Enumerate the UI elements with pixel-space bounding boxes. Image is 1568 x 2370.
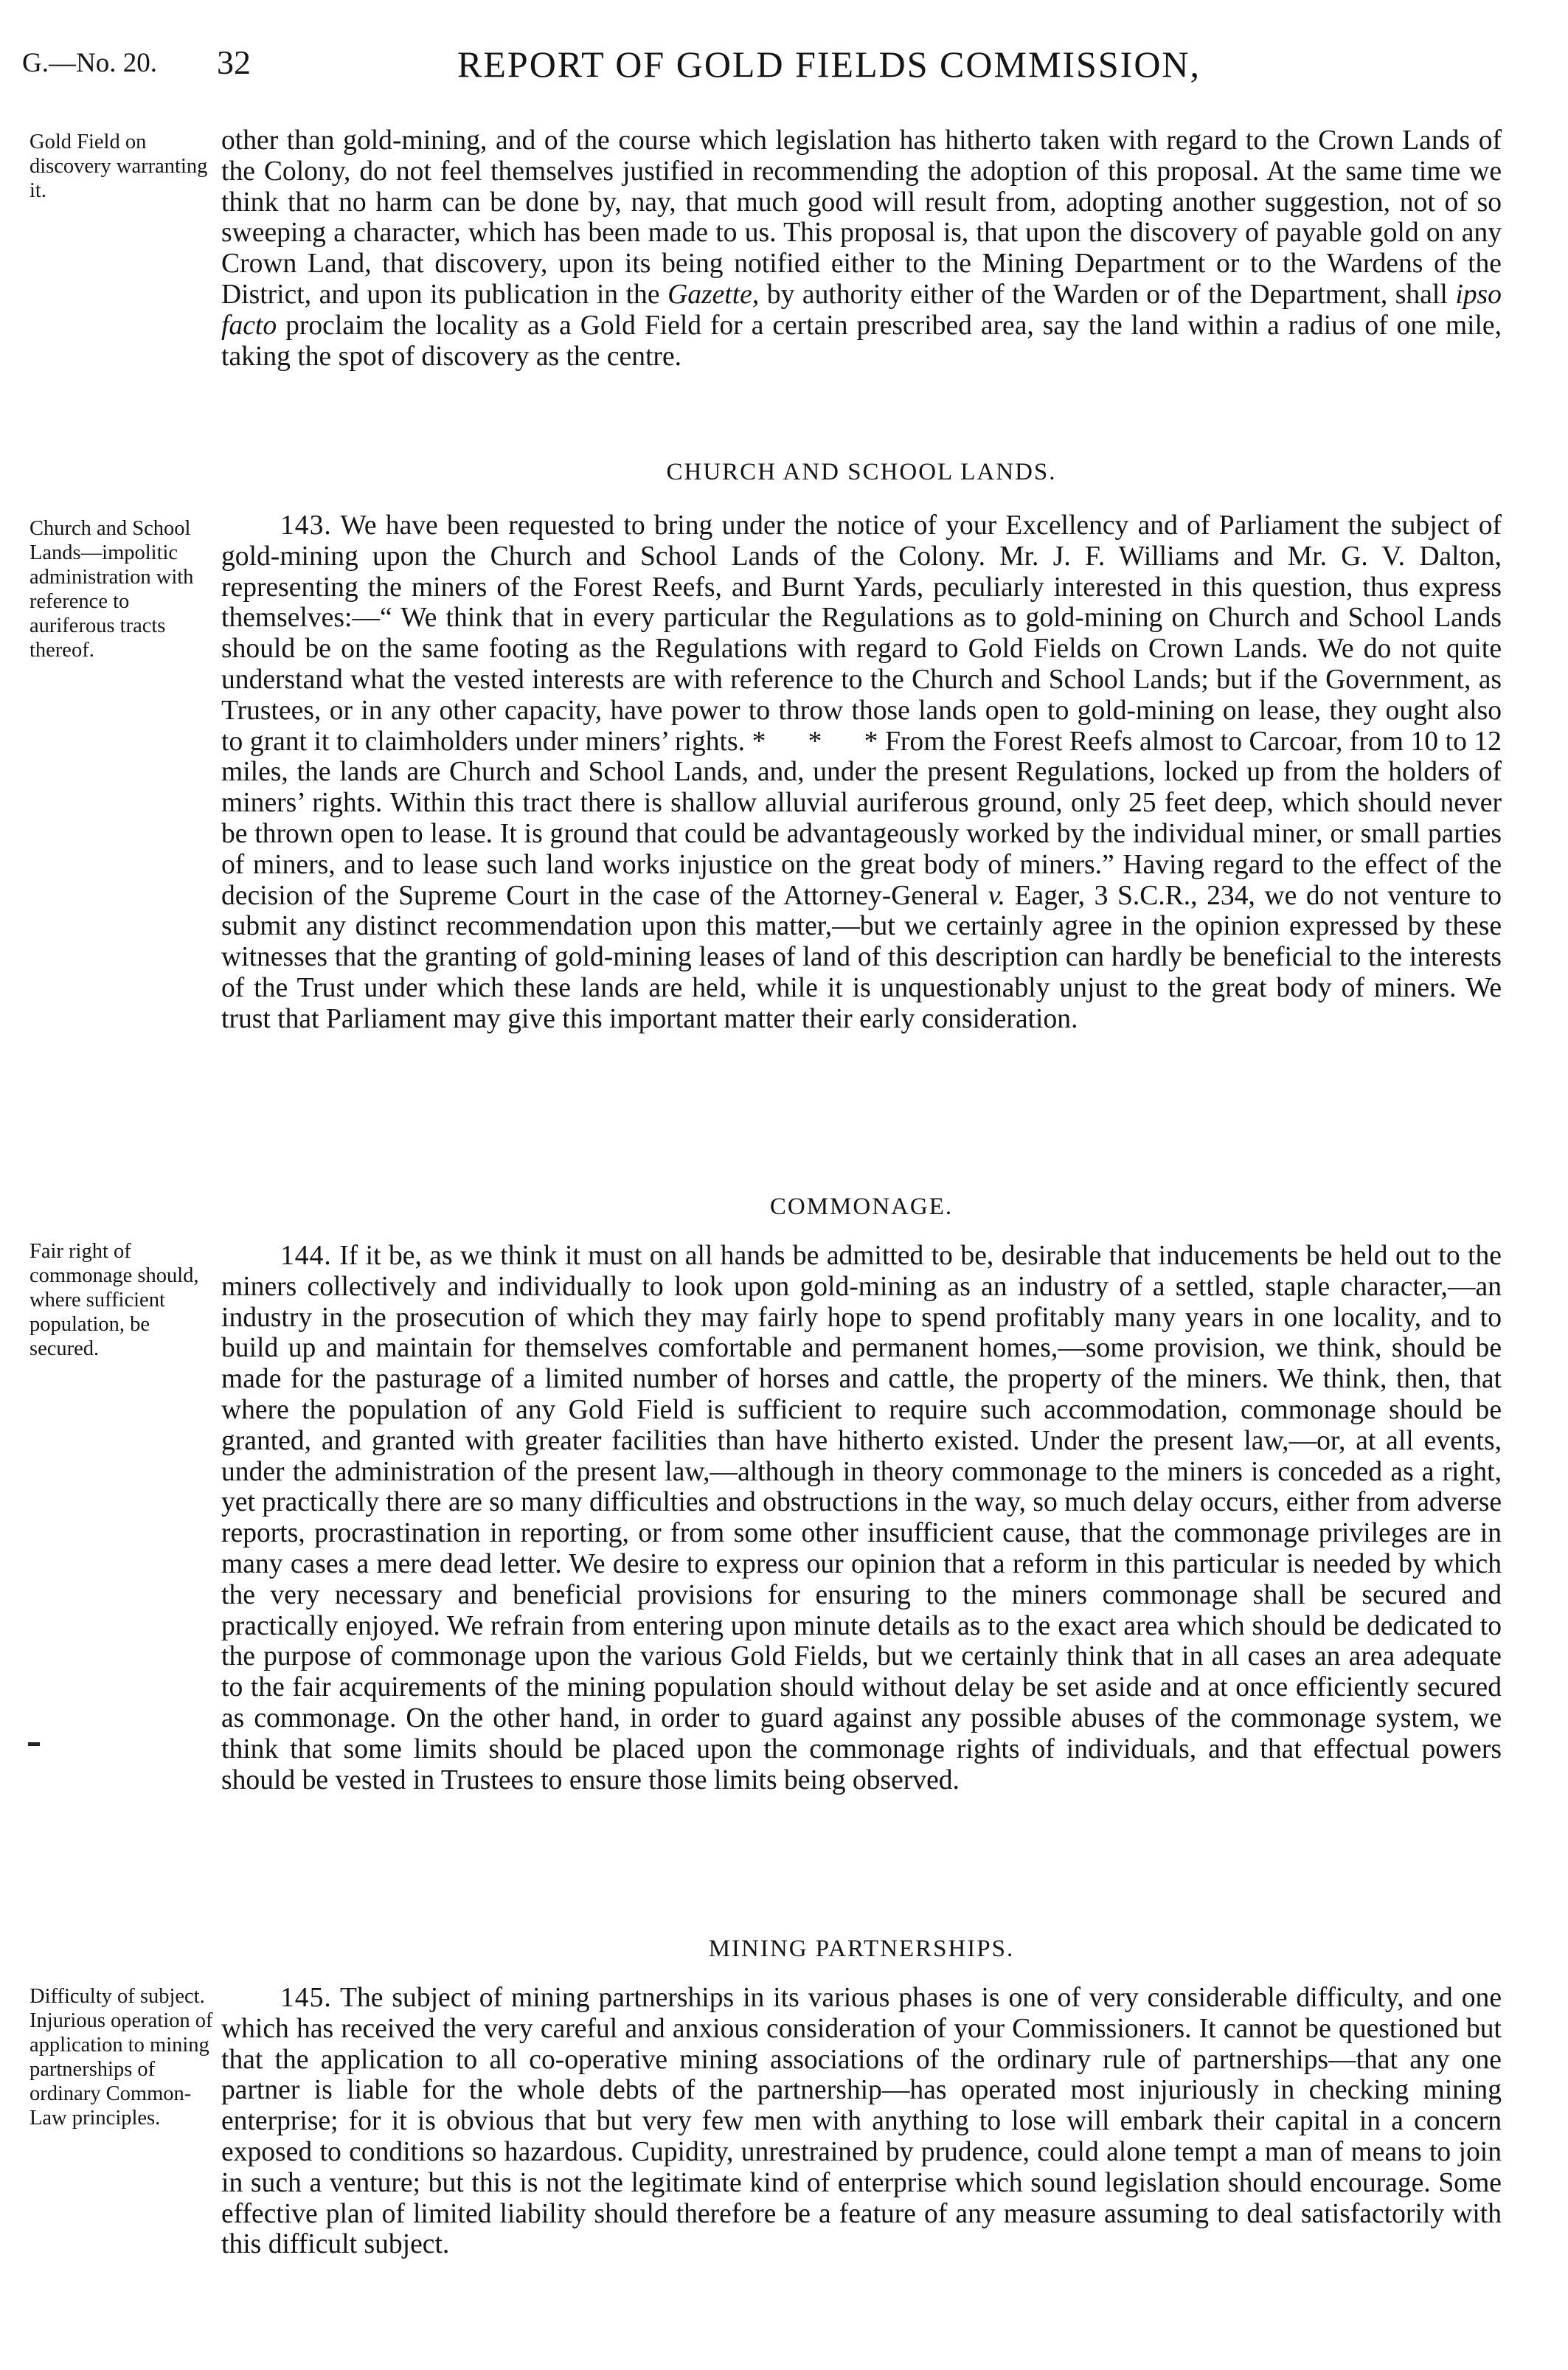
margin-note-church-lands: Church and School Lands—impolitic administration with reference to auriferous tracts thereof. — [30, 517, 194, 662]
paragraph-144-text: If it be, as we think it must on all hands be admitted to be, desirable that inducements be held out to the miners collectively and individually to look upon gold-mining as an industry of a settled, staple character,—an industry in the prosecution of which they may fairly hope to spend profitably many years in one locality, and to build up and maintain for themselves comfortable and permanent homes,—some provision, we think, should be made for the pasturage of a limited number of horses and cattle, the property of the miners. We think, then, that where the population of any Gold Field is sufficient to require such accommodation, commonage should be granted, and granted with greater facilities than have hitherto existed. Under the present law,—or, at all events, under the administration of the present law,—although in theory commonage to the miners is conceded as a right, yet practically there are so many difficulties and obstructions in the way, so much delay occurs, either from adverse reports, procrastination in reporting, or from some other insufficient cause, that the commonage privileges are in many cases a mere dead letter. We desire to express our opinion that a reform in this particular is needed by which the very necessary and beneficial provisions for ensuring to the miners commonage shall be secured and practically enjoyed. We refrain from entering upon minute details as to the exact area which should be dedicated to the purpose of commonage upon the various Gold Fields, but we certainly think that in all cases an area adequate to the fair acquirements of the mining population should without delay be set aside and at once efficiently secured as commonage. On the other hand, in order to guard against any possible abuses of the commonage system, we think that some limits should be placed upon the commonage rights of individuals, and that effectual powers should be vested in Trustees to ensure those limits being observed. — [221, 1241, 1502, 1795]
section-heading-partnerships: MINING PARTNERSHIPS. — [708, 1936, 1015, 1962]
paragraph-143-text-c: Eager, 3 S.C.R., 234, we do not venture to submit any distinct recommendation upon this matter,—but we certainly agree in the opinion expressed by these witnesses that the granting of gold-mining leases of land of this description can hardly be beneficial to the interests of the Trust under which these lands are held, while it is unquestionably unjust to the great body of miners. We trust that Parliament may give this important matter their early consideration. — [221, 880, 1502, 1034]
paragraph-143-text-a: We have been requested to bring under the notice of your Excellency and of Parliament the subject of gold-mining upon the Church and School Lands of the Colony. Mr. J. F. Williams and Mr. G. V. Dalton, representing the miners of the Forest Reefs, and Burnt Yards, peculiarly interested in this question, thus express themselves:—“ We think that in every particular the Regulations as to gold-mining on Church and School Lands should be on the same footing as the Regulations with regard to Gold Fields on Crown Lands. We do not quite understand what the vested interests are with reference to the Church and School Lands; but if the Government, as Trustees, or in any other capacity, have power to throw those lands open to gold-mining on lease, they ought also to grant it to claimholders under miners’ rights. — [221, 510, 1502, 757]
intro-text-b: , by authority either of the Warden or of the Department, shall — [752, 279, 1448, 310]
paragraph-143-text-b: From the Forest Reefs almost to Carcoar, from 10 to 12 miles, the lands are Church and School Lands, and, under the present Regulations, locked up from the holders of miners’ rights. Within this tract there is shallow alluvial auriferous ground, only 25 feet deep, which should never be thrown open to lease. It is ground that could be advantageously worked by the individual miner, or small parties of miners, and to lease such land works injustice on the great body of miners.” Having regard to the effect of the decision of the Supreme Court in the case of the Attorney-General — [221, 726, 1502, 911]
section-heading-church-lands: CHURCH AND SCHOOL LANDS. — [666, 459, 1057, 485]
intro-paragraph — [221, 125, 1502, 372]
paragraph-number: 143. — [280, 510, 332, 541]
paragraph-144 — [221, 1241, 1502, 1795]
paragraph-143 — [221, 510, 1502, 1035]
intro-text-c: proclaim the locality as a Gold Field for a certain prescribed area, say the land within a radius of one mile, taking the spot of discovery as the centre. — [221, 310, 1502, 372]
margin-note-gold-field: Gold Field on discovery warranting it. — [30, 131, 208, 202]
page-title: REPORT OF GOLD FIELDS COMMISSION, — [457, 44, 1201, 85]
ipso-facto-italic: ipso facto — [221, 279, 1502, 341]
document-reference: G.—No. 20. — [22, 48, 157, 78]
section-heading-commonage: COMMONAGE. — [769, 1193, 954, 1220]
gazette-italic: Gazette — [667, 279, 752, 310]
versus-italic: v. — [988, 880, 1005, 911]
intro-text-a: other than gold-mining, and of the course which legislation has hitherto taken with regard to the Crown Lands of the Colony, do not feel themselves justified in recommending the adoption of this proposal. At the same time we think that no harm can be done by, nay, that much good will result from, adopting another suggestion, not of so sweeping a character, which has been made to us. This proposal is, that upon the discovery of payable gold on any Crown Land, that discovery, upon its being notified either to the Mining Department or to the Wardens of the District, and upon its publication in the — [221, 125, 1502, 310]
paragraph-145-text: The subject of mining partnerships in its various phases is one of very considerable difficulty, and one which has received the very careful and anxious consideration of your Commissioners. It cannot be questioned but that the application to all co-operative mining associations of the ordinary rule of partnerships—that any one partner is liable for the whole debts of the partnership—has operated most injuriously in checking mining enterprise; for it is obvious that but very few men with anything to lose will embark their capital in a concern exposed to conditions so hazardous. Cupidity, unrestrained by prudence, could alone tempt a man of means to join in such a venture; but this is not the legitimate kind of enterprise which sound legislation should encourage. Some effective plan of limited liability should therefore be a feature of any measure assuming to deal satisfactorily with this difficult subject. — [221, 1983, 1502, 2260]
margin-note-commonage: Fair right of commonage should, where sufficient population, be secured. — [30, 1240, 199, 1360]
paragraph-number: 145. — [280, 1983, 332, 2013]
page-number: 32 — [217, 44, 251, 81]
margin-note-partnerships: Difficulty of subject. Injurious operation of application to mining partnerships of ordinary Common-Law principles. — [30, 1985, 213, 2130]
asterisks: * * * — [752, 726, 878, 757]
margin-mark — [28, 1742, 40, 1746]
paragraph-number: 144. — [280, 1241, 332, 1271]
paragraph-145 — [221, 1983, 1502, 2260]
